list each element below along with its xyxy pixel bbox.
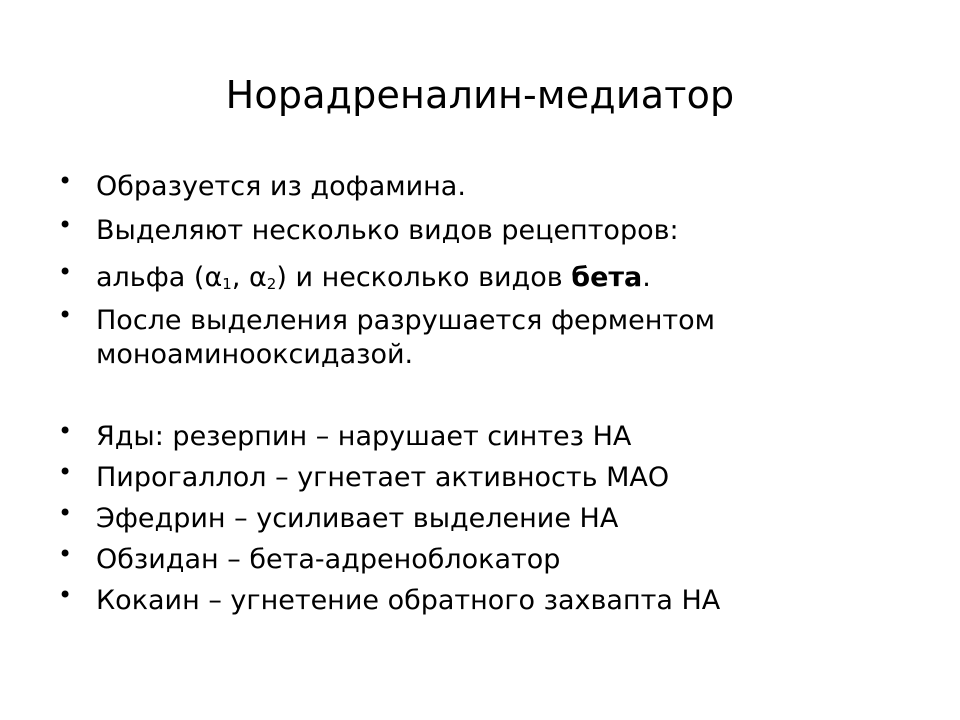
list-item-text: Обзидан – бета-адреноблокатор: [96, 544, 561, 575]
list-item-text: Кокаин – угнетение обратного захвапта НА: [96, 585, 721, 616]
receptor-text-after: ) и несколько видов: [276, 262, 572, 293]
list-item-text: Яды: резерпин – нарушает синтез НА: [96, 421, 632, 452]
receptor-text-end: .: [642, 262, 651, 293]
bullet-icon: •: [58, 301, 73, 329]
list-item: [58, 167, 916, 204]
list-item-text: Образуется из дофамина.: [96, 171, 466, 202]
receptor-text-mid: , α: [231, 262, 267, 293]
bullet-icon: •: [58, 540, 73, 568]
alpha1-subscript: 1: [222, 275, 232, 293]
receptor-text-prefix: альфа (α: [96, 262, 223, 293]
bullet-icon: •: [58, 211, 73, 239]
beta-bold-text: бета: [571, 262, 643, 293]
list-item: [58, 258, 916, 295]
list-item: [58, 417, 916, 454]
slide-title: Норадреналин-медиатор: [225, 73, 735, 117]
list-item: [58, 499, 916, 536]
bullet-icon: •: [58, 581, 73, 609]
alpha2-subscript: 2: [266, 275, 277, 293]
bullet-icon: •: [58, 258, 73, 286]
list-item: [58, 540, 916, 577]
bullet-icon: •: [58, 499, 73, 527]
bullet-icon: •: [58, 458, 73, 486]
list-item: [58, 581, 916, 618]
list-item-text: Выделяют несколько видов рецепторов:: [96, 215, 679, 246]
list-item-text-line1: После выделения разрушается ферментом: [96, 305, 716, 336]
list-item-text: Пирогаллол – угнетает активность МАО: [96, 462, 670, 493]
bullet-icon: •: [58, 417, 73, 445]
list-item-text-line2: моноаминооксидазой.: [96, 339, 414, 370]
list-item-text: Эфедрин – усиливает выделение НА: [96, 503, 619, 534]
bullet-icon: •: [58, 167, 73, 195]
list-item: [58, 458, 916, 495]
list-item: [58, 301, 916, 372]
list-item: [58, 211, 916, 248]
